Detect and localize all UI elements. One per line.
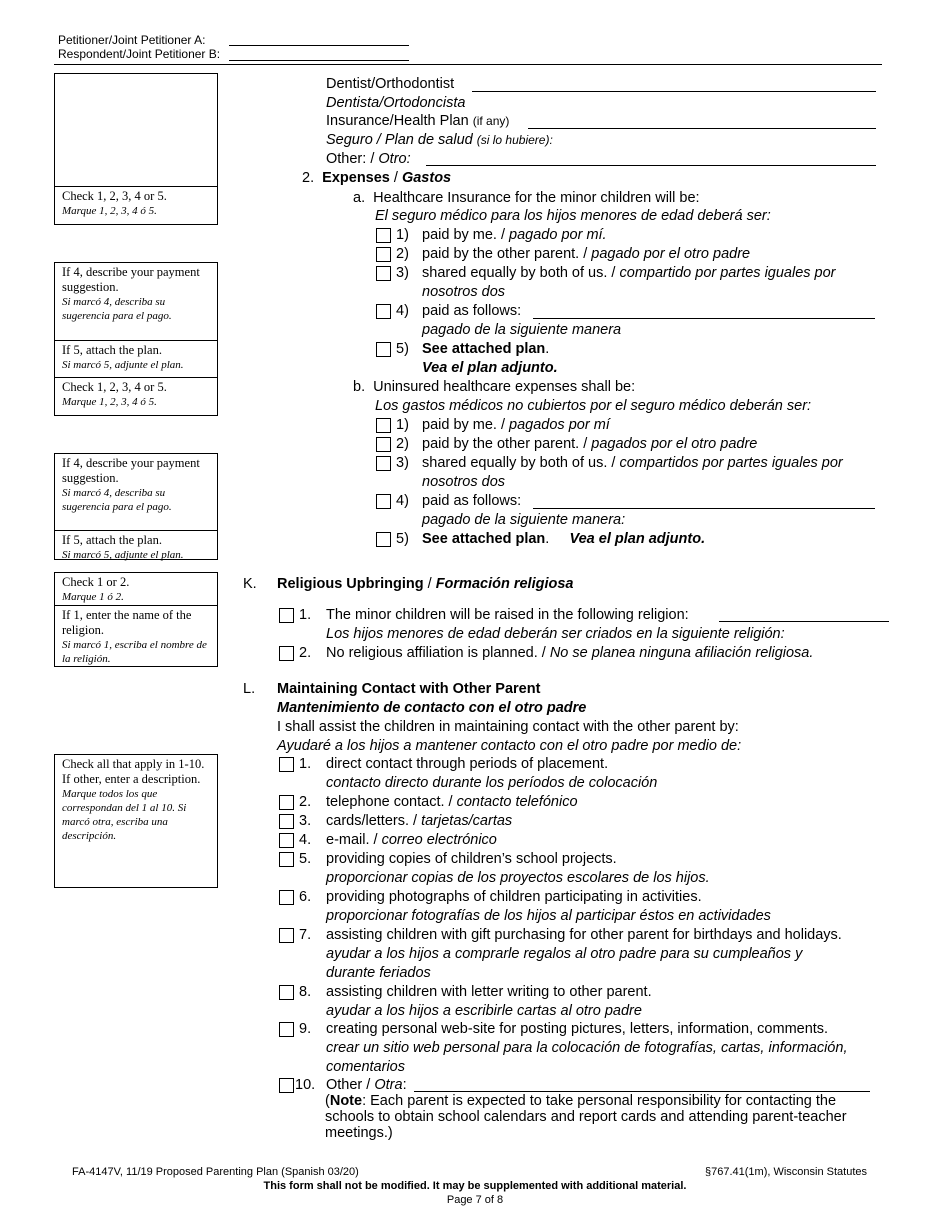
option-en: assisting children with letter writing to other parent.	[326, 984, 652, 1000]
insurance-label	[326, 112, 509, 131]
header-rule	[54, 64, 882, 65]
sidebar-es: Si marcó 4, describa su sugerencia para el pago.	[62, 487, 172, 513]
option-text	[422, 264, 836, 283]
option-en: shared equally by both of us. /	[422, 455, 616, 471]
other-provider-label	[326, 150, 411, 169]
option-num: 5)	[396, 341, 409, 357]
section-k-title	[277, 575, 574, 594]
checkbox[interactable]	[279, 757, 294, 772]
option-es-cont: nosotros dos	[422, 474, 506, 490]
option-num: 7.	[299, 927, 312, 943]
option-es: compartido por partes iguales por	[619, 265, 836, 281]
expenses-b-heading	[353, 378, 635, 397]
expenses-b-en: Uninsured healthcare expenses shall be:	[373, 379, 636, 395]
option-num: 8.	[299, 984, 312, 1000]
option-num: 2.	[299, 645, 312, 661]
option-en: creating personal web-site for posting pictures, letters, information, comments.	[326, 1021, 829, 1037]
section-l-title-es: Mantenimiento de contacto con el otro padre	[277, 700, 587, 716]
letter: a.	[353, 190, 366, 206]
option-es: ayudar a los hijos a escribirle cartas al otro padre	[326, 1003, 642, 1019]
option-es: pagado de la siguiente manera	[422, 322, 622, 338]
checkbox[interactable]	[376, 532, 391, 547]
option-en: providing photographs of children participating in activities.	[326, 889, 702, 905]
sidebar-cell	[55, 377, 217, 412]
option-en: See attached plan	[422, 341, 546, 357]
option-en: cards/letters. /	[326, 813, 418, 829]
checkbox[interactable]	[376, 228, 391, 243]
option-es: ayudar a los hijos a comprarle regalos al otro padre para su cumpleaños y	[326, 946, 803, 962]
option-en: paid as follows:	[422, 493, 522, 509]
option-en: telephone contact. /	[326, 794, 453, 810]
note-line-3: meetings.)	[325, 1125, 393, 1141]
option-en: paid by the other parent. /	[422, 246, 588, 262]
option-en: assisting children with gift purchasing for other parent for birthdays and holidays.	[326, 927, 842, 943]
option-num: 5.	[299, 851, 312, 867]
sidebar-cell	[55, 454, 217, 530]
option-es: pagado de la siguiente manera:	[422, 512, 626, 528]
option-es: No se planea ninguna afiliación religiosa.	[549, 645, 814, 661]
option-es: contacto telefónico	[456, 794, 578, 810]
option-num: 10.	[295, 1077, 316, 1093]
option-en: e-mail. /	[326, 832, 378, 848]
sidebar-es: Marque todos los que correspondan del 1 al 10. Si marcó otra, escriba una descripción.	[62, 788, 187, 842]
dentist-label: Dentist/Orthodontist	[326, 76, 455, 92]
checkbox[interactable]	[376, 437, 391, 452]
sidebar-en: Check all that apply in 1-10. If other, enter a description.	[62, 757, 205, 786]
checkbox[interactable]	[279, 814, 294, 829]
option-en: paid as follows:	[422, 303, 522, 319]
sidebar-es: Marque 1, 2, 3, 4 ó 5.	[62, 205, 157, 217]
expenses-a-heading	[353, 189, 700, 208]
option-en: paid by me. /	[422, 227, 506, 243]
expenses-title-es: Gastos	[401, 170, 452, 186]
option-en: paid by the other parent. /	[422, 436, 588, 452]
option-text	[422, 454, 843, 473]
insurance-en: Insurance/Health Plan	[326, 113, 469, 129]
option-text	[326, 812, 512, 831]
footer-notice: This form shall not be modified. It may be supplemented with additional material.	[263, 1180, 687, 1192]
option-en: paid by me. /	[422, 417, 506, 433]
option-num: 6.	[299, 889, 312, 905]
sidebar-cell	[55, 573, 217, 605]
option-num: 3.	[299, 813, 312, 829]
sidebar-box-religion	[54, 572, 218, 667]
checkbox[interactable]	[279, 928, 294, 943]
checkbox[interactable]	[376, 342, 391, 357]
dentist-field[interactable]	[472, 91, 876, 92]
expenses-a-en: Healthcare Insurance for the minor children will be:	[373, 190, 700, 206]
option-es-cont: comentarios	[326, 1059, 405, 1075]
option-text	[422, 245, 750, 264]
option-es: Los hijos menores de edad deberán ser criados en la siguiente religión:	[326, 626, 785, 642]
insurance-es-small: (si lo hubiere):	[476, 133, 553, 147]
expenses-num: 2.	[302, 170, 315, 186]
option-num: 4)	[396, 493, 409, 509]
note-text: : Each parent is expected to take personal responsibility for contacting the	[362, 1093, 837, 1109]
sidebar-en: If 4, describe your payment suggestion.	[62, 456, 200, 485]
paid-as-follows-field[interactable]	[533, 508, 875, 509]
option-es: contacto directo durante los períodos de colocación	[326, 775, 658, 791]
checkbox[interactable]	[279, 646, 294, 661]
religion-field[interactable]	[719, 621, 889, 622]
letter: b.	[353, 379, 366, 395]
option-colon: :	[402, 1077, 407, 1093]
section-l-letter: L.	[243, 681, 256, 697]
checkbox[interactable]	[279, 852, 294, 867]
option-en: providing copies of children’s school projects.	[326, 851, 617, 867]
option-en: No religious affiliation is planned. /	[326, 645, 546, 661]
option-text: See attached plan. Vea el plan adjunto.	[422, 531, 706, 547]
sidebar-cell	[55, 530, 217, 565]
dentist-label-es: Dentista/Ortodoncista	[326, 95, 466, 111]
checkbox[interactable]	[376, 494, 391, 509]
option-num: 1)	[396, 227, 409, 243]
section-k-title-en: Religious Upbringing	[277, 576, 424, 592]
checkbox[interactable]	[279, 833, 294, 848]
option-es: pagados por mí	[509, 417, 610, 433]
footer-form-id: FA-4147V, 11/19 Proposed Parenting Plan (Spanish 03/20)	[72, 1166, 359, 1178]
option-text	[422, 416, 610, 435]
option-text: See attached plan.	[422, 341, 550, 357]
section-k-title-es: Formación religiosa	[435, 576, 574, 592]
option-text	[422, 226, 607, 245]
checkbox[interactable]	[279, 985, 294, 1000]
option-en: shared equally by both of us. /	[422, 265, 616, 281]
option-en: direct contact through periods of placement.	[326, 756, 609, 772]
checkbox[interactable]	[279, 1022, 294, 1037]
option-en: The minor children will be raised in the following religion:	[326, 607, 689, 623]
option-en: Other /	[326, 1077, 371, 1093]
sidebar-en: Check 1, 2, 3, 4 or 5.	[62, 189, 167, 203]
note-open: (	[325, 1093, 330, 1109]
petitioner-field[interactable]	[229, 45, 409, 46]
expenses-a-es: El seguro médico para los hijos menores de edad deberá ser:	[375, 208, 771, 224]
sidebar-es: Marque 1 ó 2.	[62, 591, 124, 603]
option-es-cont: durante feriados	[326, 965, 431, 981]
note-bold: Note	[329, 1093, 363, 1109]
option-text	[326, 644, 813, 663]
footer-statute: §767.41(1m), Wisconsin Statutes	[705, 1166, 868, 1178]
checkbox[interactable]	[376, 418, 391, 433]
option-num: 3)	[396, 265, 409, 281]
option-text	[326, 831, 497, 850]
section-l-title-en: Maintaining Contact with Other Parent	[277, 681, 541, 697]
option-num: 3)	[396, 455, 409, 471]
option-es: proporcionar copias de los proyectos escolares de los hijos.	[326, 870, 710, 886]
sidebar-cell	[55, 263, 217, 340]
petitioner-label: Petitioner/Joint Petitioner A:	[58, 33, 206, 47]
expenses-heading	[302, 169, 451, 188]
option-es: Otra	[374, 1077, 403, 1093]
option-num: 9.	[299, 1021, 312, 1037]
other-es: Otro:	[378, 151, 411, 167]
sidebar-box-contact	[54, 754, 218, 888]
note-line-2: schools to obtain school calendars and report cards and attending parent-teacher	[325, 1109, 847, 1125]
option-es: proporcionar fotografías de los hijos al participar éstos en actividades	[326, 908, 771, 924]
checkbox[interactable]	[376, 247, 391, 262]
section-k-sep: /	[427, 576, 432, 592]
checkbox[interactable]	[279, 608, 294, 623]
expenses-sep: /	[393, 170, 398, 186]
sidebar-es: Si marcó 5, adjunte el plan.	[62, 359, 184, 371]
option-num: 1.	[299, 607, 312, 623]
note-line-1	[325, 1093, 836, 1109]
option-text	[326, 793, 578, 812]
insurance-es: Seguro / Plan de salud	[326, 132, 473, 148]
option-es: tarjetas/cartas	[421, 813, 513, 829]
other-contact-field[interactable]	[414, 1091, 870, 1092]
sidebar-es: Si marcó 1, escriba el nombre de la religión.	[62, 639, 207, 665]
option-num: 4)	[396, 303, 409, 319]
respondent-field[interactable]	[229, 60, 409, 61]
option-en: See attached plan	[422, 531, 546, 547]
option-num: 1.	[299, 756, 312, 772]
sidebar-box-uninsured	[54, 453, 218, 560]
expenses-b-es: Los gastos médicos no cubiertos por el seguro médico deberán ser:	[375, 398, 812, 414]
checkbox[interactable]	[279, 1078, 294, 1093]
sidebar-es: Si marcó 5, adjunte el plan.	[62, 549, 184, 561]
option-num: 1)	[396, 417, 409, 433]
sidebar-en: Check 1 or 2.	[62, 575, 130, 589]
section-l-intro-en: I shall assist the children in maintaining contact with the other parent by:	[277, 719, 739, 735]
footer-page-number: Page 7 of 8	[446, 1194, 504, 1206]
option-es-cont: nosotros dos	[422, 284, 506, 300]
insurance-label-es	[326, 131, 553, 150]
sidebar-en: If 1, enter the name of the religion.	[62, 608, 192, 637]
sidebar-en: Check 1, 2, 3, 4 or 5.	[62, 380, 167, 394]
sidebar-es: Marque 1, 2, 3, 4 ó 5.	[62, 396, 157, 408]
sidebar-box-expenses-b	[54, 262, 218, 416]
checkbox[interactable]	[279, 795, 294, 810]
option-num: 2.	[299, 794, 312, 810]
sidebar-en: If 4, describe your payment suggestion.	[62, 265, 200, 294]
sidebar-en: If 5, attach the plan.	[62, 343, 162, 357]
sidebar-en: If 5, attach the plan.	[62, 533, 162, 547]
section-l-intro-es: Ayudaré a los hijos a mantener contacto con el otro padre por medio de:	[277, 738, 742, 754]
other-provider-field[interactable]	[426, 165, 876, 166]
option-es: Vea el plan adjunto.	[422, 360, 558, 376]
sidebar-es: Si marcó 4, describa su sugerencia para el pago.	[62, 296, 172, 322]
option-es: compartidos por partes iguales por	[619, 455, 843, 471]
option-num: 2)	[396, 246, 409, 262]
sidebar-cell	[55, 605, 217, 669]
respondent-label: Respondent/Joint Petitioner B:	[58, 47, 221, 61]
insurance-en-small: (if any)	[472, 114, 510, 128]
other-en: Other: /	[326, 151, 375, 167]
option-es: Vea el plan adjunto.	[569, 531, 706, 547]
option-es: pagado por mí.	[509, 227, 607, 243]
option-text	[422, 435, 757, 454]
option-es: pagados por el otro padre	[591, 436, 758, 452]
sidebar-box-expenses-a	[54, 73, 218, 225]
paid-as-follows-field[interactable]	[533, 318, 875, 319]
option-es: crear un sitio web personal para la colocación de fotografías, cartas, información,	[326, 1040, 848, 1056]
sidebar-cell	[55, 340, 217, 377]
checkbox[interactable]	[376, 266, 391, 281]
sidebar-cell	[55, 755, 217, 846]
checkbox[interactable]	[376, 456, 391, 471]
sidebar-cell	[55, 186, 217, 221]
option-num: 5)	[396, 531, 409, 547]
insurance-field[interactable]	[528, 128, 876, 129]
option-es: correo electrónico	[381, 832, 497, 848]
section-k-letter: K.	[243, 576, 257, 592]
expenses-title-en: Expenses	[322, 170, 390, 186]
checkbox[interactable]	[376, 304, 391, 319]
option-es: pagado por el otro padre	[591, 246, 751, 262]
checkbox[interactable]	[279, 890, 294, 905]
option-num: 2)	[396, 436, 409, 452]
option-num: 4.	[299, 832, 312, 848]
